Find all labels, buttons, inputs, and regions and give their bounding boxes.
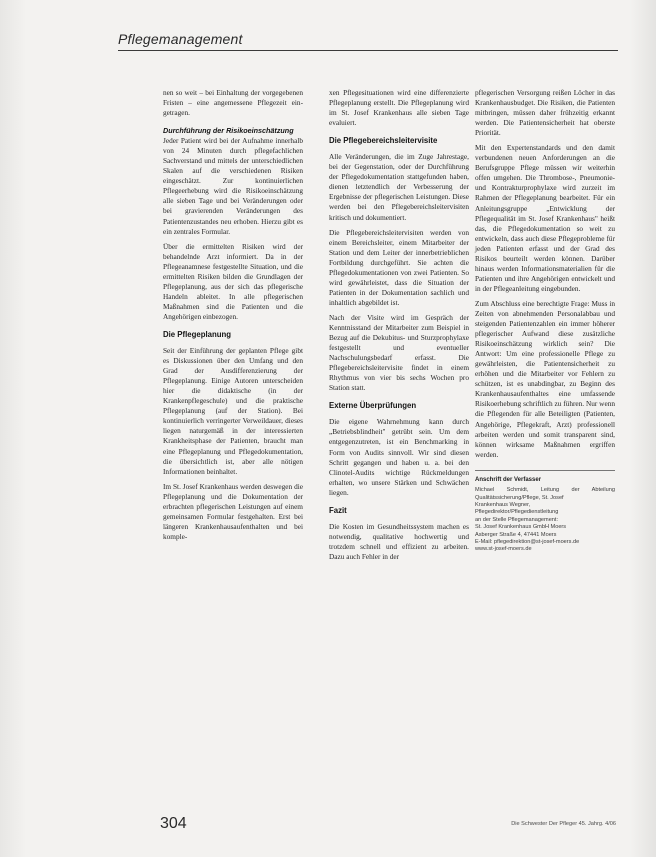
section-heading: Die Pflegebereichsleitervisite bbox=[329, 136, 438, 146]
text-column-3 bbox=[475, 88, 615, 554]
paragraph: Die Pflegebereichsleitervisiten werden von einem Bereichsleiter, einem Mitarbeiter der Station und dem Leiter der innerbetrieblichen Fortbildung durchgeführt. Sie achten die Pflegedokumentationen von zwei Patienten. So wird gewährleistet, dass die Situation der Patienten in der Dokumentation sachlich und inhaltlich abgebildet ist. bbox=[329, 227, 469, 307]
paragraph: Seit der Einführung der geplanten Pflege gibt es Diskussionen über den Umfang und den Grad der Ausdifferenzierung der Pflegeplanung. Einige Autoren unterscheiden hier die didaktische (in der Krankenpflegeschule) und die praktische Pflegeplanung (auf der Station). Bei kontinuierlich verringerter Verweildauer, dieses liegen naturgemäß in der interessierten Krankheitsphase der Patienten, braucht man eine Pflegeplanung und Pflegedokumentation, die übersichtlich ist, aber alle nötigen Informationen beinhaltet. bbox=[163, 346, 303, 476]
address-line: Krankenhaus Wegner, bbox=[475, 501, 531, 508]
text-column-2 bbox=[329, 88, 469, 567]
paragraph: Zum Abschluss eine berechtigte Frage: Muss in Zeiten von abnehmenden Personalabbau und steigenden Patientenzahlen ein immer höherer pflegerischer Aufwand diese zusätzliche Risikoeinschätzung wirklich sein? Die Antwort: Um eine professionelle Pflege zu gewährleisten, die Patientensicherheit zu erhöhen und die Mitarbeiter vor Fehlern zu schützen, ist es unabdingbar, zu Beginn des Krankenhausaufenthaltes eine umfassende Risikoerhebung schriftlich zu führen. Nur wenn die Pflegenden für alle Beteiligten (Patienten, Angehörige, Pflegekraft, Arzt) professionell arbeiten werden und somit transparent sind, können wirksame Maßnahmen ergriffen werden. bbox=[475, 298, 615, 459]
address-line: www.st-josef-moers.de bbox=[475, 546, 532, 553]
section-heading: Externe Überprüfungen bbox=[329, 401, 417, 411]
paragraph: Mit den Expertenstandards und den damit verbundenen neuen Anforderungen an die Berufsgruppe Pflege müssen wir weiterhin offen umgehen. Die Thrombose-, Pneumonie- und Kontrakturprophylaxe wird zurzeit im Rahmen der Pflegeplanung bearbeitet. Für ein Anleitungsgruppe „Entwicklung der Pflegequalität im St. Josef Krankenhaus" heißt das, die Pflegedokumentation so weit zu entwickeln, dass auch diese Pflegeprobleme für jeden Patienten erfasst und der Grad des Risikos beurteilt werden können. Darüber hinaus werden Informationsmaterialien für die Patienten und ihre Angehörigen entwickelt und in der Pflegeanleitung eingebunden. bbox=[475, 143, 615, 293]
address-line: an der Stelle Pflegemanagement: bbox=[475, 516, 559, 523]
author-address-box bbox=[475, 470, 615, 554]
paragraph: Über die ermittelten Risiken wird der behandelnde Arzt informiert. Da in der Pflegeanamnese festgestellte Situation, und die ermittelten Risiken bilden die Grundlagen der Pflegeplanung, aus der sich das pflegerische Handeln ableitet. In alle pflegerischen Maßnahmen sind die Patienten und die Angehörigen einbezogen. bbox=[163, 241, 303, 321]
paragraph: nen so weit – bei Einhaltung der vorgegebenen Fristen – eine angemessene Pflegezeit eingetragen. bbox=[163, 88, 303, 118]
address-line: E-Mail: pflegedirektion@st-josef-moers.de bbox=[475, 538, 580, 545]
subheading: Durchführung der Risikoeinschätzung bbox=[163, 126, 294, 136]
address-line: Michael Schmidt, Leitung der Abteilung Qualitätssicherung/Pflege, St. Josef bbox=[475, 487, 615, 501]
section-heading: Fazit bbox=[329, 505, 347, 515]
page-number: 304 bbox=[160, 815, 187, 832]
paragraph: Die Kosten im Gesundheitssystem machen es notwendig, qualitative hochwertig und trotzdem schnell und effizient zu arbeiten. Dazu auch Fehler in der bbox=[329, 521, 469, 561]
journal-reference: Die Schwester Der Pfleger 45. Jahrg. 4/06 bbox=[511, 821, 616, 827]
paragraph: Im St. Josef Krankenhaus werden deswegen die Pflegeplanung und die Dokumentation der erbrachten pflegerischen Leistungen auf einem gemeinsamen Formular festgehalten. Erst bei längeren Krankenhausaufenthalten und bei komple- bbox=[163, 481, 303, 541]
text-column-1 bbox=[163, 88, 303, 547]
section-heading: Die Pflegeplanung bbox=[163, 329, 232, 339]
address-line: Pflegedirektor/Pflegedienstleitung bbox=[475, 509, 559, 516]
address-line: Asberger Straße 4, 47441 Moers bbox=[475, 531, 557, 538]
paragraph: Nach der Visite wird im Gespräch der Kenntnisstand der Mitarbeiter zum Beispiel in Bezug auf die Dekubitus- und Sturzprophylaxe festgestellt und eventueller Nachschulungsbedarf erfasst. Die Pflegebereichsleitervisite findet in einem Rhythmus von vier bis sechs Wochen pro Station statt. bbox=[329, 312, 469, 393]
page-header bbox=[118, 28, 618, 51]
author-address-title: Anschrift der Verfasser bbox=[475, 476, 542, 483]
paragraph: Jeder Patient wird bei der Aufnahme innerhalb von 24 Minuten durch pflegefachlichen Sachverstand und mittels der unterschiedlichen Skalen auf die verschiedenen Risiken eingeschätzt. Zur kontinuierlichen Pflegeerhebung wird die Risikoeinschätzung alle sieben Tage und bei Veränderungen oder bei gravierenden Veränderungen des Patientenzustandes neu erhoben. Hierzu gibt es ein zentrales Formular. bbox=[163, 136, 303, 236]
paragraph: xen Pflegesituationen wird eine differenzierte Pflegeplanung erstellt. Die Pflegeplanung wird im St. Josef Krankenhaus alle sieben Tage evaluiert. bbox=[329, 88, 469, 128]
paragraph: Alle Veränderungen, die im Zuge Jahrestage, bei der Gegenstation, oder der Durchführung der Pflegedokumentation stattgefunden haben, dienen letztendlich der Verbesserung der Ergebnisse der pflegerischen Leistungen. Diese werden bei den Pflegebereichsleitervisiten kritisch und dokumentiert. bbox=[329, 152, 469, 222]
address-line: St. Josef Krankenhaus GmbH Moers bbox=[475, 524, 567, 531]
paragraph: Die eigene Wahrnehmung kann durch „Betriebsblindheit" getrübt sein. Um dem entgegenzutreten, ist ein Benchmarking in Form von Audits sinnvoll. Wir sind diesen Schritt gegangen und haben u. a. bei den Clinotel-Audits wichtige Rückmeldungen erhalten, wo unsere Stärken und Schwächen liegen. bbox=[329, 417, 469, 497]
section-title: Pflegemanagement bbox=[118, 31, 243, 47]
paragraph: pflegerischen Versorgung reißen Löcher in das Krankenhausbudget. Die Risiken, die Patienten mitbringen, müssen daher frühzeitig erkannt werden. Die Patientensicherheit hat oberste Priorität. bbox=[475, 88, 615, 138]
